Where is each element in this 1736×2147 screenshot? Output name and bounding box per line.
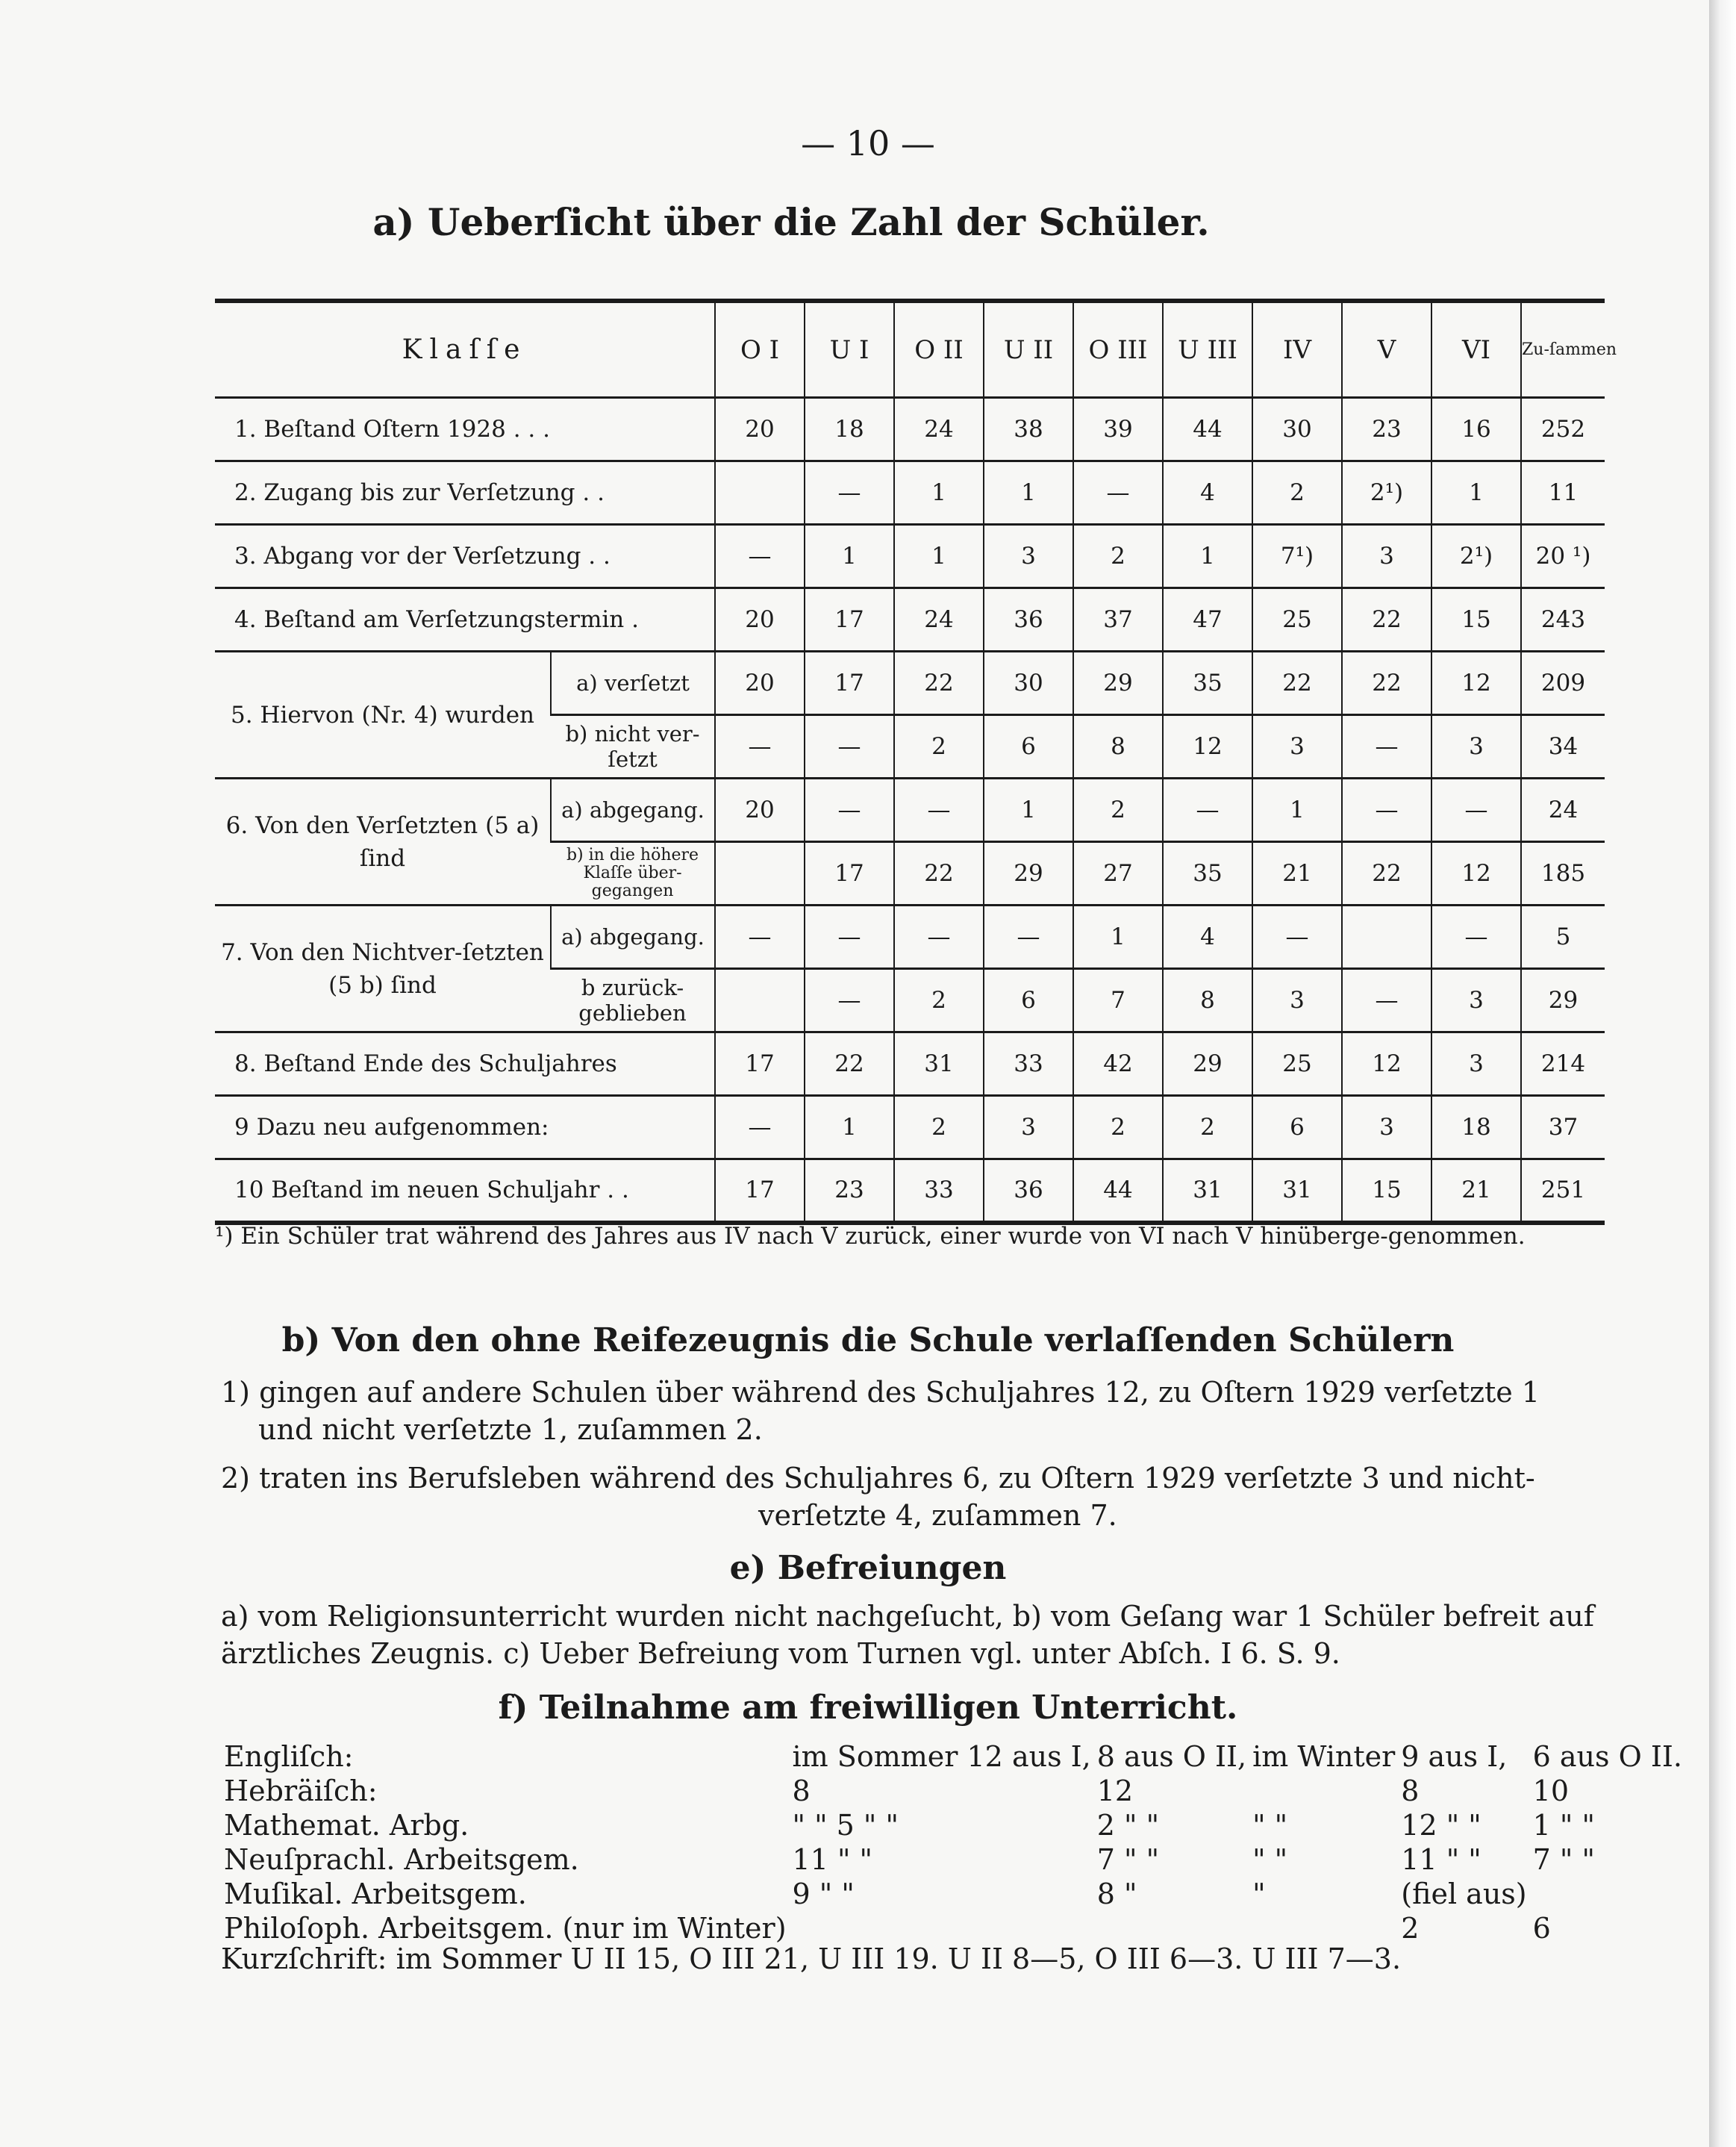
paragraph-line: a) vom Religionsunterricht wurden nicht nachgeſucht, b) vom Geſang war 1 Schüler befreit auf <box>221 1600 1594 1633</box>
table-cell <box>1530 1877 1685 1911</box>
table-cell: 3 <box>1431 1032 1521 1096</box>
table-cell: " " <box>1252 1843 1288 1876</box>
table-cell: 20 <box>715 652 805 715</box>
cell-zusammen: 214 <box>1521 1032 1605 1096</box>
table-cell: 8 " <box>1096 1878 1137 1910</box>
table-cell: 22 <box>1252 652 1342 715</box>
table-cell: 4 <box>1163 461 1252 525</box>
table-cell: 8 <box>1073 715 1163 779</box>
row-sublabel: a) abgegang. <box>551 906 715 969</box>
table-cell: 1 <box>805 1096 894 1159</box>
table-cell: 9 aus I, <box>1401 1740 1508 1773</box>
table-cell: 20 <box>715 588 805 652</box>
table-cell: 6 <box>984 715 1073 779</box>
subject-cell: Muſikal. Arbeitsgem. <box>224 1878 527 1910</box>
table-cell: 22 <box>894 652 984 715</box>
table-cell: 17 <box>805 652 894 715</box>
table-cell: 2 <box>1073 779 1163 842</box>
table-cell: 29 <box>984 842 1073 906</box>
row-label: 9 Dazu neu aufgenommen: <box>215 1096 715 1159</box>
table-cell: 2 <box>894 969 984 1032</box>
table-cell: — <box>984 906 1073 969</box>
table-cell: 2 <box>894 1096 984 1159</box>
subject-cell: Mathemat. Arbg. <box>224 1809 469 1842</box>
table-cell: — <box>1342 969 1431 1032</box>
table-cell: — <box>805 715 894 779</box>
table-cell: 3 <box>984 525 1073 588</box>
table-row <box>221 1877 1685 1911</box>
table-cell: 22 <box>1342 588 1431 652</box>
table-cell: — <box>805 779 894 842</box>
table-cell: 16 <box>1431 398 1521 461</box>
table-cell: 2 <box>1073 1096 1163 1159</box>
table-cell: — <box>1342 779 1431 842</box>
table-cell: — <box>805 906 894 969</box>
table-cell: 1 <box>894 461 984 525</box>
table-cell: 18 <box>1431 1096 1521 1159</box>
cell-zusammen: 20 ¹) <box>1521 525 1605 588</box>
table-cell: 9 " " <box>792 1878 855 1910</box>
list-item <box>221 1459 1609 1534</box>
table-row <box>221 1739 1685 1774</box>
table-row <box>215 1096 1605 1159</box>
table-cell: 47 <box>1163 588 1252 652</box>
table-cell: 7 " " <box>1532 1843 1595 1876</box>
table-cell: 2 <box>1252 461 1342 525</box>
table-row <box>215 398 1605 461</box>
table-cell: 23 <box>1342 398 1431 461</box>
table-row <box>215 1032 1605 1096</box>
table-cell: 27 <box>1073 842 1163 906</box>
table-cell: 12 <box>1163 715 1252 779</box>
cell-zusammen: 29 <box>1521 969 1605 1032</box>
table-cell <box>1249 1774 1398 1808</box>
table-cell: 3 <box>1252 969 1342 1032</box>
table-cell: 2 " " <box>1096 1809 1160 1842</box>
table-cell: 31 <box>1252 1159 1342 1223</box>
table-cell: 44 <box>1163 398 1252 461</box>
row-sublabel: b) in die höhere Klaſſe über-gegangen <box>551 842 715 906</box>
table-cell: 42 <box>1073 1032 1163 1096</box>
list-item <box>221 1374 1609 1448</box>
table-cell: 11 " " <box>1401 1843 1481 1876</box>
table-cell: — <box>715 715 805 779</box>
table-row <box>215 461 1605 525</box>
table-cell: 3 <box>1252 715 1342 779</box>
row-label: 3. Abgang vor der Verſetzung . . <box>215 525 715 588</box>
table-cell <box>1342 906 1431 969</box>
table-footnote: ¹) Ein Schüler trat während des Jahres aus IV nach V zurück, einer wurde von VI nach V hinüberge-genommen. <box>215 1223 1526 1250</box>
row-sublabel: a) abgegang. <box>551 779 715 842</box>
row-label: 10 Beſtand im neuen Schuljahr . . <box>215 1159 715 1223</box>
table-cell: 12 " " <box>1401 1809 1481 1842</box>
table-cell: — <box>1342 715 1431 779</box>
table-row <box>221 1911 1685 1945</box>
table-cell: 2¹) <box>1431 525 1521 588</box>
table-cell: — <box>805 969 894 1032</box>
table-row <box>215 1159 1605 1223</box>
page-number: — 10 — <box>801 123 935 163</box>
table-cell: 30 <box>1252 398 1342 461</box>
cell-zusammen: 185 <box>1521 842 1605 906</box>
table-cell: 1 <box>1431 461 1521 525</box>
cell-zusammen: 11 <box>1521 461 1605 525</box>
table-cell: — <box>1073 461 1163 525</box>
table-cell: 6 <box>984 969 1073 1032</box>
table-cell: 29 <box>1163 1032 1252 1096</box>
table-cell: 37 <box>1073 588 1163 652</box>
table-cell: 31 <box>1163 1159 1252 1223</box>
table-cell: 7¹) <box>1252 525 1342 588</box>
row-label: 1. Beſtand Oſtern 1928 . . . <box>215 398 715 461</box>
table-cell: — <box>1431 779 1521 842</box>
table-cell: 17 <box>715 1159 805 1223</box>
row-label: 4. Beſtand am Verſetzungstermin . <box>215 588 715 652</box>
row-label: 2. Zugang bis zur Verſetzung . . <box>215 461 715 525</box>
table-cell: 18 <box>805 398 894 461</box>
table-cell: 22 <box>1342 842 1431 906</box>
table-row <box>215 588 1605 652</box>
section-a-title: a) Ueberſicht über die Zahl der Schüler. <box>372 200 1210 244</box>
cell-zusammen: 252 <box>1521 398 1605 461</box>
table-cell: 12 <box>1431 652 1521 715</box>
table-cell: 15 <box>1342 1159 1431 1223</box>
cell-zusammen: 5 <box>1521 906 1605 969</box>
table-cell: 21 <box>1431 1159 1521 1223</box>
table-cell: 8 <box>1163 969 1252 1032</box>
section-b-title: b) Von den ohne Reifezeugnis die Schule verlaſſenden Schülern <box>281 1321 1455 1359</box>
paragraph-line: ärztliches Zeugnis. c) Ueber Befreiung vom Turnen vgl. unter Abſch. I 6. S. 9. <box>221 1637 1340 1670</box>
table-cell: 17 <box>715 1032 805 1096</box>
table-cell: 2 <box>1073 525 1163 588</box>
subject-cell: Neuſprachl. Arbeitsgem. <box>224 1843 579 1876</box>
table-row <box>221 1808 1685 1842</box>
paragraph <box>221 1598 1609 1672</box>
table-cell: 12 <box>1342 1032 1431 1096</box>
row-sublabel: b zurück-geblieben <box>551 969 715 1032</box>
header-col: V <box>1342 301 1431 398</box>
table-cell: 20 <box>715 398 805 461</box>
table-cell: 1 <box>894 525 984 588</box>
header-col: O III <box>1073 301 1163 398</box>
table-cell: 3 <box>1342 1096 1431 1159</box>
table-cell: 25 <box>1252 588 1342 652</box>
table-cell: — <box>715 525 805 588</box>
table-cell: 21 <box>1252 842 1342 906</box>
item-text-cont: verſetzte 4, zuſammen 7. <box>758 1499 1117 1532</box>
header-col: VI <box>1431 301 1521 398</box>
table-cell: 24 <box>894 398 984 461</box>
table-cell: — <box>894 779 984 842</box>
table-row <box>221 1842 1685 1877</box>
row-group-label: 7. Von den Nichtver-ſetzten (5 b) ſind <box>215 906 551 1032</box>
table-cell: 6 aus O II. <box>1532 1740 1682 1773</box>
header-col: O II <box>894 301 984 398</box>
row-sublabel: b) nicht ver-ſetzt <box>551 715 715 779</box>
table-cell: (fiel aus) <box>1401 1878 1527 1910</box>
table-cell: 35 <box>1163 842 1252 906</box>
table-cell: 3 <box>1342 525 1431 588</box>
table-cell: im Winter <box>1252 1740 1396 1773</box>
voluntary-classes-table <box>221 1739 1685 1945</box>
table-cell: 7 <box>1073 969 1163 1032</box>
table-cell: " " 5 " " <box>792 1809 899 1842</box>
table-cell <box>715 969 805 1032</box>
table-cell: 17 <box>805 588 894 652</box>
table-cell: 4 <box>1163 906 1252 969</box>
header-klasse: Klaſſe <box>215 301 715 398</box>
table-cell: 2 <box>1401 1912 1420 1945</box>
header-col: U I <box>805 301 894 398</box>
table-row <box>215 906 1605 969</box>
table-cell: 25 <box>1252 1032 1342 1096</box>
table-cell: 12 <box>1096 1774 1134 1807</box>
table-cell: 15 <box>1431 588 1521 652</box>
table-cell: — <box>805 461 894 525</box>
table-row <box>215 779 1605 842</box>
table-cell: 22 <box>1342 652 1431 715</box>
table-cell: 33 <box>894 1159 984 1223</box>
table-cell: 1 <box>984 779 1073 842</box>
cell-zusammen: 34 <box>1521 715 1605 779</box>
table-cell: — <box>1163 779 1252 842</box>
table-cell <box>715 842 805 906</box>
table-cell: 22 <box>805 1032 894 1096</box>
table-cell: " " <box>1252 1809 1288 1842</box>
table-cell: 17 <box>805 842 894 906</box>
table-cell <box>715 461 805 525</box>
table-cell: 10 <box>1532 1774 1569 1807</box>
table-row <box>215 525 1605 588</box>
row-group-label: 5. Hiervon (Nr. 4) wurden <box>215 652 551 779</box>
table-cell: 35 <box>1163 652 1252 715</box>
item-text: 2) traten ins Berufsleben während des Schuljahres 6, zu Oſtern 1929 verſetzte 3 und nicht- <box>221 1462 1535 1495</box>
table-cell: 36 <box>984 1159 1073 1223</box>
header-zusammen: Zu-ſammen <box>1521 301 1605 398</box>
header-col: IV <box>1252 301 1342 398</box>
table-cell: 6 <box>1252 1096 1342 1159</box>
table-cell: — <box>894 906 984 969</box>
section-f-title: f) Teilnahme am freiwilligen Unterricht. <box>498 1689 1238 1727</box>
table-cell: 22 <box>894 842 984 906</box>
table-cell: 23 <box>805 1159 894 1223</box>
header-col: O I <box>715 301 805 398</box>
table-cell: 31 <box>894 1032 984 1096</box>
item-text-cont: und nicht verſetzte 1, zuſammen 2. <box>258 1413 763 1446</box>
table-row <box>215 652 1605 715</box>
header-col: U II <box>984 301 1073 398</box>
header-col: U III <box>1163 301 1252 398</box>
table-cell: 12 <box>1431 842 1521 906</box>
cell-zusammen: 24 <box>1521 779 1605 842</box>
table-cell: 1 <box>1163 525 1252 588</box>
table-cell: — <box>1252 906 1342 969</box>
table-cell: 3 <box>984 1096 1073 1159</box>
section-e-title: e) Befreiungen <box>729 1549 1007 1587</box>
table-cell: 3 <box>1431 969 1521 1032</box>
cell-zusammen: 243 <box>1521 588 1605 652</box>
table-cell: 44 <box>1073 1159 1163 1223</box>
row-label: 8. Beſtand Ende des Schuljahres <box>215 1032 715 1096</box>
table-cell: — <box>715 906 805 969</box>
cell-zusammen: 209 <box>1521 652 1605 715</box>
table-cell: 20 <box>715 779 805 842</box>
table-cell: 36 <box>984 588 1073 652</box>
table-cell <box>1249 1911 1398 1945</box>
row-group-label: 6. Von den Verſetzten (5 a) ſind <box>215 779 551 906</box>
table-cell: 11 " " <box>792 1843 872 1876</box>
table-cell: 39 <box>1073 398 1163 461</box>
table-cell: — <box>1431 906 1521 969</box>
table-cell: 7 " " <box>1096 1843 1160 1876</box>
table-cell: 8 aus O II, <box>1096 1740 1247 1773</box>
table-cell: 6 <box>1532 1912 1551 1945</box>
kurzschrift-line: Kurzſchrift: im Sommer U II 15, O III 21, U III 19. U II 8—5, O III 6—3. U III 7—3. <box>221 1942 1402 1975</box>
subject-cell: Hebräiſch: <box>224 1774 378 1807</box>
table-row <box>221 1774 1685 1808</box>
table-header-row <box>215 301 1605 398</box>
table-cell: 2¹) <box>1342 461 1431 525</box>
table-cell: 1 <box>805 525 894 588</box>
student-count-table <box>215 299 1617 1225</box>
table-cell: 38 <box>984 398 1073 461</box>
table-cell: 1 " " <box>1532 1809 1595 1842</box>
table-cell: 2 <box>1163 1096 1252 1159</box>
table-cell: 1 <box>1252 779 1342 842</box>
cell-zusammen: 251 <box>1521 1159 1605 1223</box>
table-cell: — <box>715 1096 805 1159</box>
table-cell: 8 <box>1401 1774 1420 1807</box>
item-text: 1) gingen auf andere Schulen über während des Schuljahres 12, zu Oſtern 1929 verſetzte 1 <box>221 1376 1540 1409</box>
table-cell: 24 <box>894 588 984 652</box>
subject-cell: Philoſoph. Arbeitsgem. (nur im Winter) <box>224 1912 787 1945</box>
subject-cell: Engliſch: <box>224 1740 354 1773</box>
table-cell: " <box>1252 1878 1266 1910</box>
cell-zusammen: 37 <box>1521 1096 1605 1159</box>
table-cell: 30 <box>984 652 1073 715</box>
page-edge <box>1709 0 1736 2147</box>
row-sublabel: a) verſetzt <box>551 652 715 715</box>
table-cell: 1 <box>984 461 1073 525</box>
table-cell: 1 <box>1073 906 1163 969</box>
table-cell: 2 <box>894 715 984 779</box>
table-cell: 29 <box>1073 652 1163 715</box>
table-cell: 3 <box>1431 715 1521 779</box>
table-cell: 8 <box>792 1774 811 1807</box>
table-cell: im Sommer 12 aus I, <box>792 1740 1091 1773</box>
table-cell <box>790 1911 1094 1945</box>
table-cell: 33 <box>984 1032 1073 1096</box>
table-cell <box>1094 1911 1249 1945</box>
